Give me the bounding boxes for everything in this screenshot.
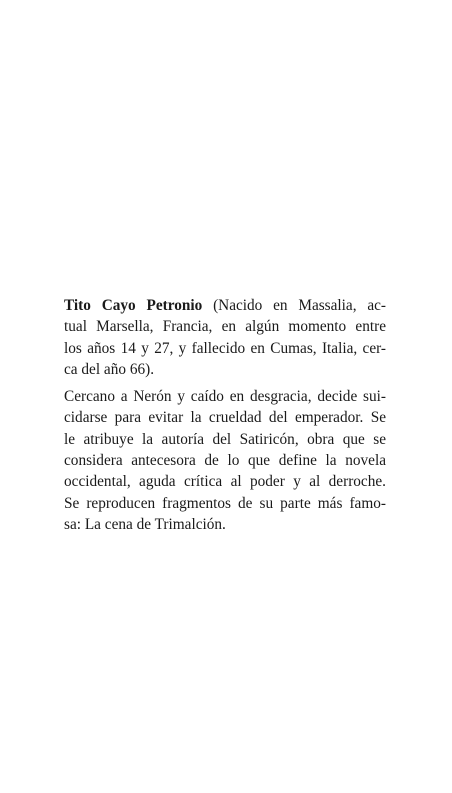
bio-line: cidarse para evitar la crueldad del emperador. Se [64, 409, 386, 427]
author-bio [64, 295, 386, 535]
bio-text: (Nacido en Massalia, ac- [202, 297, 386, 314]
bio-line: Se reproducen fragmentos de su parte más famo- [64, 494, 386, 512]
bio-line: ca del año 66). [64, 360, 155, 378]
bio-line: Cercano a Nerón y caído en desgracia, decide sui- [64, 388, 386, 406]
bio-line [64, 295, 386, 316]
author-name: Tito Cayo Petronio [64, 297, 203, 314]
bio-line: tual Marsella, Francia, en algún momento entre [64, 318, 386, 336]
bio-line: los años 14 y 27, y fallecido en Cumas, Italia, cer- [64, 339, 386, 357]
bio-line: occidental, aguda crítica al poder y al derroche. [64, 473, 386, 491]
bio-line: sa: La cena de Trimalción. [64, 515, 226, 533]
bio-line: considera antecesora de lo que define la novela [64, 452, 386, 470]
bio-line: le atribuye la autoría del Satiricón, obra que se [64, 430, 386, 448]
